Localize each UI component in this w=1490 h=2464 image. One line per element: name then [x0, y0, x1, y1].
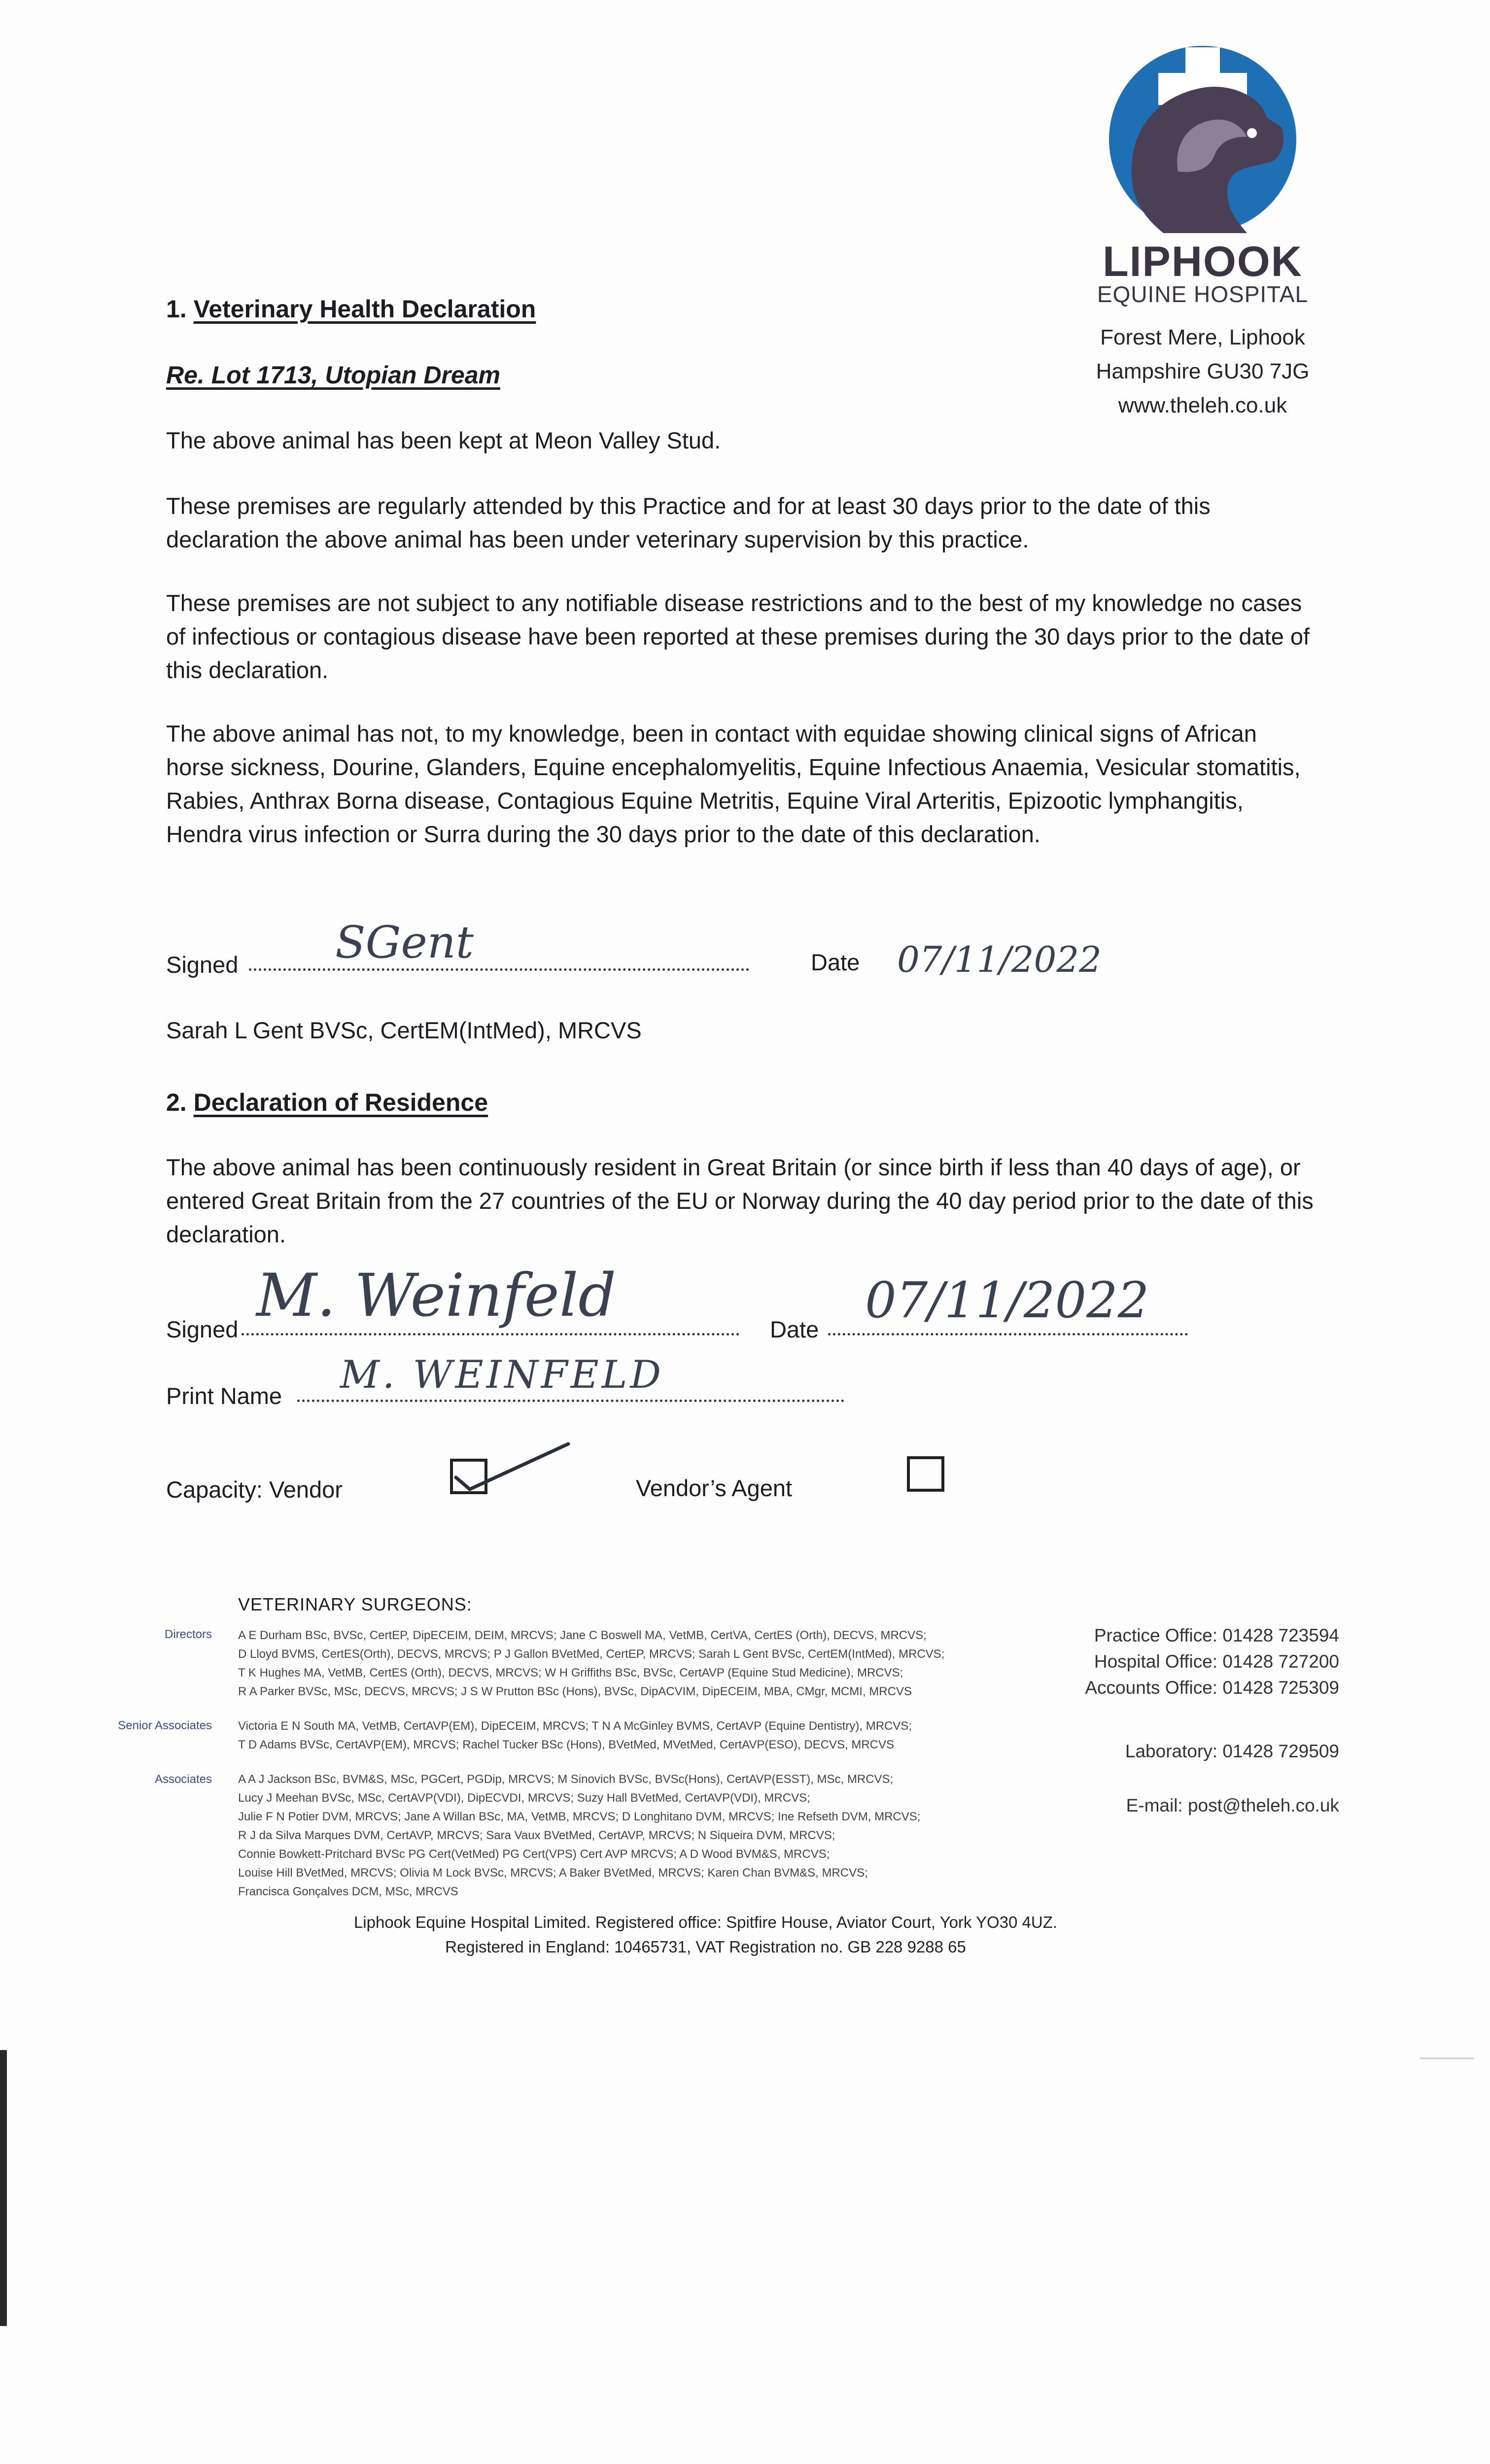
associates-line: Connie Bowkett-Pritchard BVSc PG Cert(VetMed) PG Cert(VPS) Cert AVP MRCVS; A D Wood BVM&S, MRCVS;: [238, 1848, 830, 1861]
hospital-office-phone: Hospital Office: 01428 727200: [1094, 1651, 1339, 1672]
directors-label: Directors: [164, 1628, 212, 1641]
vet-surgeons-heading: VETERINARY SURGEONS:: [238, 1594, 472, 1614]
section1-para-3: These premises are not subject to any notifiable disease restrictions and to the best of my knowledge no cases of infectious or contagious disease have been reported at these premises during the 30 days prior to the date of this declaration.: [166, 590, 1310, 683]
address-line-1: Forest Mere, Liphook: [1100, 325, 1305, 349]
vendor-agent-checkbox[interactable]: [907, 1456, 944, 1492]
section1-number: 1.: [166, 295, 187, 323]
senior-associates-line: T D Adams BVSc, CertAVP(EM), MRCVS; Rachel Tucker BSc (Hons), BVetMed, MVetMed, CertAVP(ESO), DECVS, MRCVS: [238, 1738, 895, 1751]
vet-signature: SGent: [335, 917, 474, 968]
directors-line: A E Durham BSc, BVSc, CertEP, DipECEIM, DEIM, MRCVS; Jane C Boswell MA, VetMB, CertVA, CertES (Orth), DECVS, MRCVS;: [238, 1629, 927, 1642]
section2-paragraph: The above animal has been continuously resident in Great Britain (or since birth if less than 40 days of age), or entered Great Britain from the 27 countries of the EU or Norway during the 40 day period prior to the date of this declaration.: [166, 1154, 1314, 1247]
address-website: www.theleh.co.uk: [1118, 393, 1287, 417]
address-block: [1065, 320, 1341, 422]
vet-date-value: 07/11/2022: [897, 939, 1102, 980]
section1-para-1: The above animal has been kept at Meon Valley Stud.: [166, 427, 721, 453]
associates-line: Louise Hill BVetMed, MRCVS; Olivia M Lock BVSc, MRCVS; A Baker BVetMed, MRCVS; Karen Chan BVM&S, MRCVS;: [238, 1866, 868, 1880]
logo-title: LIPHOOK: [1103, 238, 1303, 285]
associates-line: R J da Silva Marques DVM, CertAVP, MRCVS; Sara Vaux BVetMed, CertAVP, MRCVS; N Siqueira DVM, MRCVS;: [238, 1829, 835, 1842]
associates-list: [238, 1770, 920, 1901]
associates-line: Julie F N Potier DVM, MRCVS; Jane A Willan BSc, MA, VetMB, MRCVS; D Longhitano DVM, MRCVS; Ine Refseth DVM, MRCVS;: [238, 1810, 921, 1823]
company-registration: Registered in England: 10465731, VAT Registration no. GB 228 9288 65: [445, 1938, 966, 1956]
print-name-label: Print Name: [166, 1383, 282, 1409]
directors-line: R A Parker BVSc, MSc, DECVS, MRCVS; J S W Prutton BSc (Hons), BVSc, DipACVIM, DipECEIM, MBA, CMgr, MCMI, MRCVS: [238, 1685, 912, 1698]
practice-office-phone: Practice Office: 01428 723594: [1094, 1625, 1339, 1645]
address-line-2: Hampshire GU30 7JG: [1096, 359, 1310, 383]
scan-mark: [1420, 2057, 1474, 2059]
senior-associates-line: Victoria E N South MA, VetMB, CertAVP(EM), DipECEIM, MRCVS; T N A McGinley BVMS, CertAVP (Equine Dentistry), MRCVS;: [238, 1719, 912, 1733]
section2-number: 2.: [166, 1089, 187, 1116]
vet-signed-label: Signed: [166, 952, 239, 978]
directors-list: [238, 1626, 944, 1701]
liphook-logo-icon: [1104, 43, 1301, 236]
vendor-date-line: [828, 1333, 1188, 1335]
senior-associates-label: Senior Associates: [118, 1719, 212, 1732]
section1-heading: [166, 295, 536, 323]
associates-label: Associates: [154, 1773, 212, 1786]
directors-line: T K Hughes MA, VetMB, CertES (Orth), DECVS, MRCVS; W H Griffiths BSc, BVSc, CertAVP (Equine Stud Medicine), MRCVS;: [238, 1666, 903, 1679]
vendor-date-label: Date: [770, 1316, 819, 1342]
lot-reference: Re. Lot 1713, Utopian Dream: [166, 361, 500, 389]
vendor-date-value: 07/11/2022: [865, 1271, 1149, 1329]
logo-subtitle: EQUINE HOSPITAL: [1097, 281, 1309, 307]
registered-office: Liphook Equine Hospital Limited. Registered office: Spitfire House, Aviator Court, York YO30 4UZ.: [353, 1913, 1058, 1931]
associates-line: Lucy J Meehan BVSc, MSc, CertAVP(VDI), DipECVDI, MRCVS; Suzy Hall BVetMed, CertAVP(VDI), MRCVS;: [238, 1791, 810, 1805]
associates-line: Francisca Gonçalves DCM, MSc, MRCVS: [238, 1885, 458, 1898]
senior-associates-list: [238, 1717, 912, 1754]
section2-heading: [166, 1088, 488, 1117]
accounts-office-phone: Accounts Office: 01428 725309: [1085, 1677, 1339, 1698]
vet-date-label: Date: [811, 949, 860, 975]
capacity-vendor-label: Capacity: Vendor: [166, 1476, 343, 1503]
section1-para-4: The above animal has not, to my knowledge, been in contact with equidae showing clinical signs of African horse sickness, Dourine, Glanders, Equine encephalomyelitis, Equine Infectious Anaemia, Vesicular stomatitis, Rabies, Anthrax Borna disease, Contagious Equine Metritis, Equine Viral Arteritis, Epizootic lymphangitis, Hendra virus infection or Surra during the 30 days prior to the date of this declaration.: [166, 720, 1301, 847]
directors-line: D Lloyd BVMS, CertES(Orth), DECVS, MRCVS; P J Gallon BVetMed, CertEP, MRCVS; Sarah L Gent BVSc, CertEM(IntMed), MRCVS;: [238, 1647, 945, 1661]
checkmark-icon: [450, 1439, 578, 1493]
vendor-signature-line: [242, 1333, 739, 1335]
print-name-value: M. WEINFELD: [340, 1353, 664, 1397]
vet-signature-line: [249, 968, 749, 971]
vendor-signed-label: Signed: [166, 1316, 239, 1342]
section1-para-2: These premises are regularly attended by this Practice and for at least 30 days prior to the date of this declaration the above animal has been under veterinary supervision by this practice.: [166, 493, 1211, 552]
vendor-signature: M. Weinfeld: [256, 1262, 617, 1330]
print-name-line: [297, 1400, 844, 1402]
associates-line: A A J Jackson BSc, BVM&S, MSc, PGCert, PGDip, MRCVS; M Sinovich BVSc, BVSc(Hons), CertAVP(ESST), MSc, MRCVS;: [238, 1773, 894, 1786]
section2-title: Declaration of Residence: [193, 1089, 488, 1116]
section1-title: Veterinary Health Declaration: [193, 295, 536, 323]
scan-edge: [0, 2050, 7, 2326]
laboratory-phone: Laboratory: 01428 729509: [1125, 1741, 1339, 1761]
vendor-agent-label: Vendor’s Agent: [636, 1475, 793, 1501]
vet-signatory: Sarah L Gent BVSc, CertEM(IntMed), MRCVS: [166, 1017, 642, 1043]
email-contact[interactable]: E-mail: post@theleh.co.uk: [1126, 1795, 1339, 1815]
vendor-checkbox[interactable]: [450, 1459, 487, 1494]
